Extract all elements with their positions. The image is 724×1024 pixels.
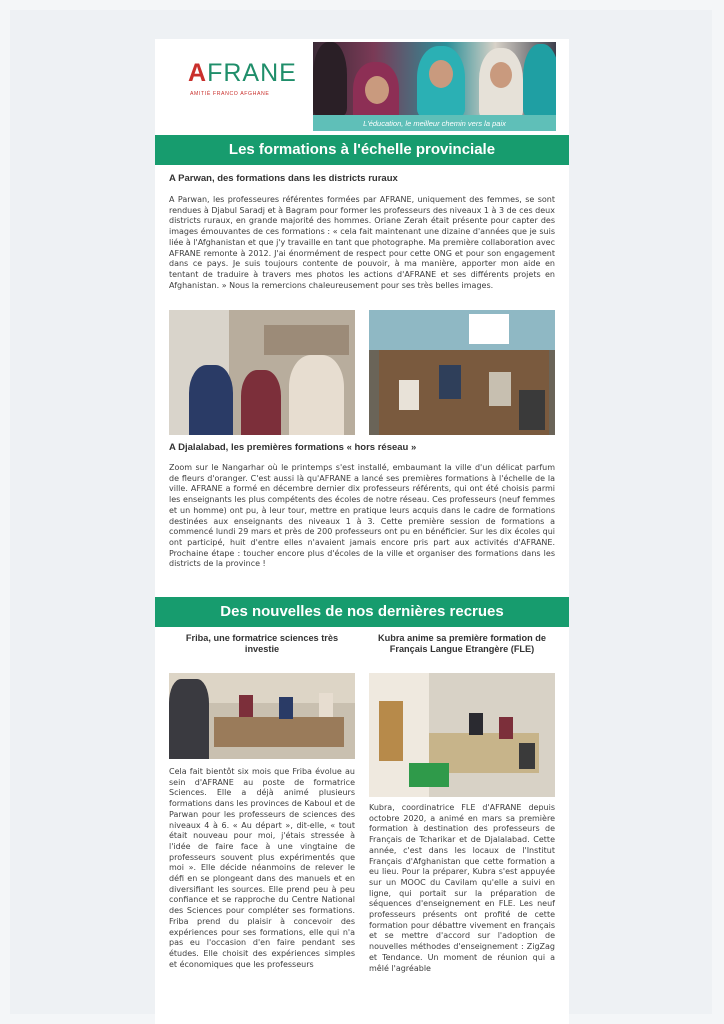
header — [155, 39, 569, 131]
logo-letter-a: A — [188, 59, 208, 87]
photo-friba — [169, 673, 355, 759]
article-body-djalalabad: Zoom sur le Nangarhar où le printemps s'est installé, embaumant la ville d'un délicat parfum de fleurs d'oranger. C'est aussi là qu'AFRANE a lancé ses premières formations à l'échelle de la ville. AFRANE a formé en décembre dernier dix professeurs référents, qui ont été choisis parmi les enseignants les plus compétents des écoles de notre réseau. Ces professeurs (neuf femmes et un homme) ont pu, à leur tour, mettre en pratique leurs acquis dans le cadre de formations destinées aux enseignants des niveaux 1 à 3. Cette première session de formations a commencé lundi 29 mars et près de 200 professeurs ont pu en bénéficier. Sur les dix écoles qui ont participé, huit d'entre elles n'avaient jamais encore pris part aux activités d'AFRANE. Prochaine étape : toucher encore plus d'écoles de la ville et organiser des formations dans les districts de la province ! — [169, 463, 555, 569]
logo-subtitle: AMITIÉ FRANCO AFGHANE — [190, 91, 270, 97]
section-title-recruits: Des nouvelles de nos dernières recrues — [155, 597, 569, 627]
newsletter — [155, 39, 569, 1024]
article-heading-parwan: A Parwan, des formations dans les districts ruraux — [169, 173, 398, 184]
photo-kubra — [369, 673, 555, 797]
logo-wordmark — [188, 59, 297, 88]
photo-parwan-training-2 — [369, 310, 555, 435]
article-heading-djalalabad: A Djalalabad, les premières formations « hors réseau » — [169, 442, 417, 453]
section-title-provincial: Les formations à l'échelle provinciale — [155, 135, 569, 165]
tagline: L'éducation, le meilleur chemin vers la paix — [313, 115, 556, 131]
article-heading-friba: Friba, une formatrice sciences très investie — [185, 633, 339, 654]
article-heading-kubra: Kubra anime sa première formation de Français Langue Etrangère (FLE) — [378, 633, 546, 654]
hero-photo — [313, 42, 556, 115]
article-body-parwan: A Parwan, les professeures référentes formées par AFRANE, uniquement des femmes, se sont rendues à Djabul Saradj et à Bagram pour former les professeurs des niveaux 1 à 3 de ces deux districts ruraux, en grande majorité des hommes. Oriane Zerah était présente pour capter des images émouvantes de ces formations : « cela fait maintenant une dizaine d'années que je suis liée à l'Afghanistan et que j'y travaille en tant que photographe. Ma première collaboration avec AFRANE remonte à 2012. J'ai énormément de respect pour cette ONG et pour son engagement dans ce pays. Je suis toujours contente de pouvoir, à ma manière, apporter mon aide en tentant de traduire à travers mes photos les actions d'AFRANE et ses différents projets en Afghanistan. » Nous la remercions chaleureusement pour ses très belles images. — [169, 195, 555, 290]
article-body-friba: Cela fait bientôt six mois que Friba évolue au sein d'AFRANE au poste de formatrice Sciences. Elle a déjà animé plusieurs formations dans les provinces de Kaboul et de Parwan pour les professeurs de sciences des niveaux 4 à 6. « Au départ », dit-elle, « tout était nouveau pour moi, j'étais stressée à l'idée de faire face à une vingtaine de professeurs souvent plus expérimentés que moi ». Elle décide néanmoins de relever le défi en se plongeant dans des manuels et en diversifiant les sources. Elle prend peu à peu confiance et se rapproche du Centre National des Sciences pour compléter ses formations. Friba prend du plaisir à concevoir des expériences pour ses formations, elle qui n'a pas eu l'occasion d'en faire pendant ses études. Elle choisit des expériences simples et économiques que les professeurs — [169, 767, 355, 969]
photo-parwan-training-1 — [169, 310, 355, 435]
logo-letters: FRANE — [207, 59, 297, 87]
article-body-kubra: Kubra, coordinatrice FLE d'AFRANE depuis octobre 2020, a animé en mars sa première formation à destination des professeurs de Français de Tcharikar et de Djalalabad. Cette année, c'est dans les locaux de l'Institut Français d'Afghanistan que cette formation a eu lieu. Pour la préparer, Kubra s'est appuyée sur un MOOC du Cavilam qu'elle a suivi en ligne, qui portait sur la préparation de séquences d'enseignement en FLE. Les neuf professeurs présents ont profité de cette formation pour débattre vivement en français et se mettre d'accord sur l'adoption de nouvelles méthodes d'enseignement : ZigZag et Tendance. Un moment de réunion qui a mêlé l'agréable — [369, 803, 555, 973]
afrane-logo[interactable] — [188, 59, 308, 109]
